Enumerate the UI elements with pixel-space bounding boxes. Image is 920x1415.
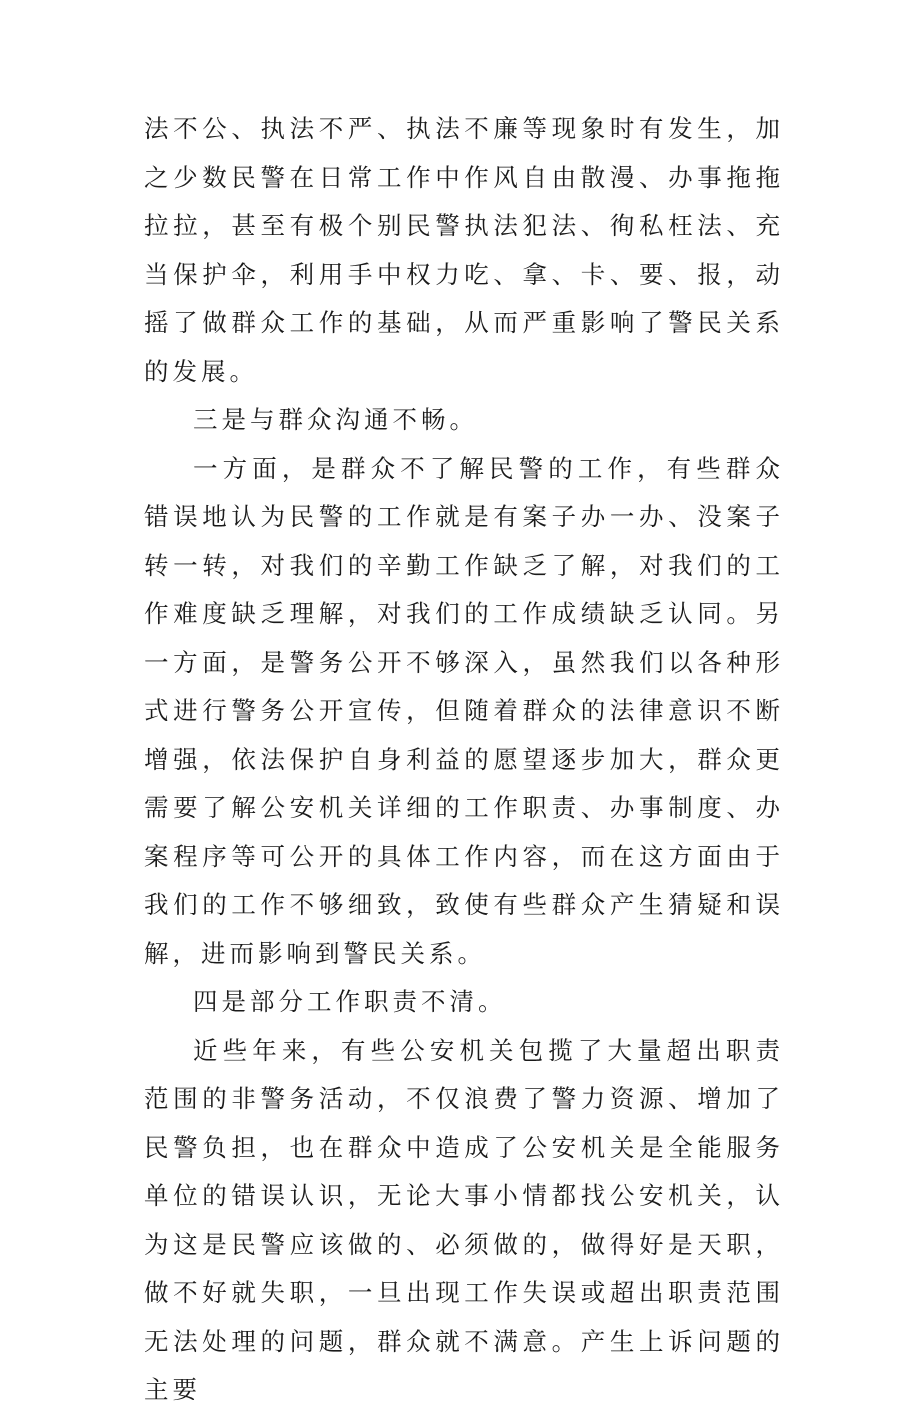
paragraph-heading-four: 四是部分工作职责不清。 [193,987,507,1016]
paragraph-continuation: 法不公、执法不严、执法不廉等现象时有发生，加之少数民警在日常工作中作风自由散漫、办事拖拖拉拉，甚至有极个别民警执法犯法、徇私枉法、充当保护伞，利用手中权力吃、拿、卡、要、报，动摇了做群众工作的基础，从而严重影响了警民关系的发展。 [144,114,784,386]
paragraph-heading-three: 三是与群众沟通不畅。 [193,405,478,434]
paragraph-communication: 一方面，是群众不了解民警的工作，有些群众错误地认为民警的工作就是有案子办一办、没案子转一转，对我们的辛勤工作缺乏了解，对我们的工作难度缺乏理解，对我们的工作成绩缺乏认同。另一方面，是警务公开不够深入，虽然我们以各种形式进行警务公开宣传，但随着群众的法律意识不断增强，依法保护自身利益的愿望逐步加大，群众更需要了解公安机关详细的工作职责、办事制度、办案程序等可公开的具体工作内容，而在这方面由于我们的工作不够细致，致使有些群众产生猜疑和误解，进而影响到警民关系。 [144,453,784,968]
paragraph-responsibilities: 近些年来，有些公安机关包揽了大量超出职责范围的非警务活动，不仅浪费了警力资源、增加了民警负担，也在群众中造成了公安机关是全能服务单位的错误认识，无论大事小情都找公安机关，认为这是民警应该做的、必须做的，做得好是天职，做不好就失职，一旦出现工作失误或超出职责范围无法处理的问题，群众就不满意。产生上诉问题的主要 [144,1035,784,1404]
document-page [144,105,784,1415]
